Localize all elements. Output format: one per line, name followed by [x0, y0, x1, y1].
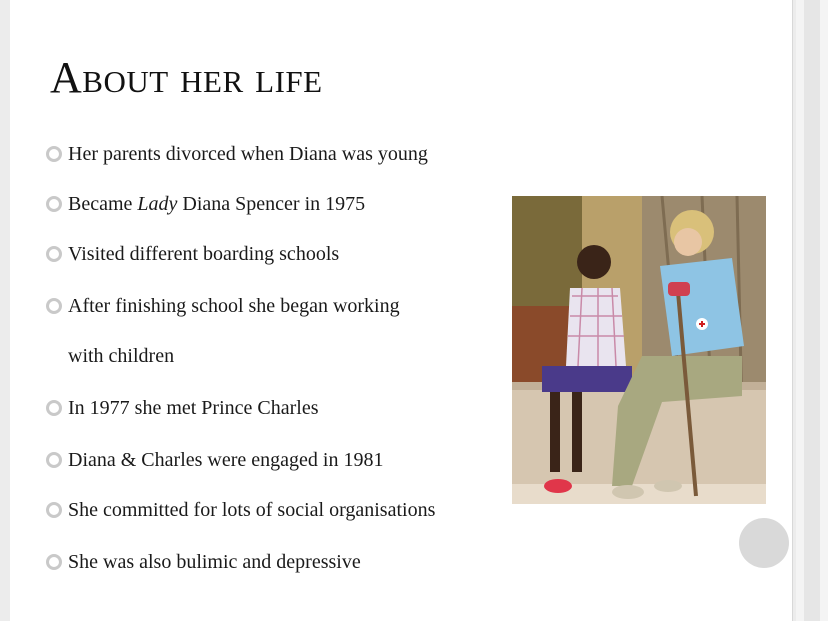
bullet-continuation	[46, 340, 174, 372]
bullet-item	[46, 188, 365, 220]
bullet-emphasis: Lady	[137, 192, 178, 215]
bullet-text: After finishing school she began working	[68, 294, 400, 317]
bullet-text: Diana & Charles were engaged in 1981	[68, 448, 384, 471]
photo-illustration	[512, 196, 766, 504]
slide-photo	[512, 196, 766, 504]
slide	[10, 0, 793, 621]
nav-circle-icon[interactable]	[739, 518, 789, 568]
bullet-text: with children	[68, 344, 175, 367]
bullet-text: Became Lady Diana Spencer in 1975	[68, 192, 366, 215]
bullet-item	[46, 290, 400, 322]
bullet-item	[46, 138, 428, 170]
bullet-item	[46, 444, 383, 476]
bullet-text: She was also bulimic and depressive	[68, 550, 361, 573]
bullet-text: Her parents divorced when Diana was young	[68, 142, 428, 165]
slide-title: About her life	[50, 53, 323, 102]
bullet-ring-icon	[46, 452, 62, 468]
bullet-text: In 1977 she met Prince Charles	[68, 396, 319, 419]
bullet-item	[46, 238, 339, 270]
bullet-ring-icon	[46, 554, 62, 570]
bullet-item	[46, 392, 319, 424]
bullet-ring-icon	[46, 400, 62, 416]
scrollbar-track[interactable]	[796, 0, 828, 621]
bullet-ring-icon	[46, 146, 62, 162]
bullet-item	[46, 494, 435, 526]
bullet-ring-icon	[46, 502, 62, 518]
bullet-text: Visited different boarding schools	[68, 242, 340, 265]
scrollbar-thumb[interactable]	[804, 0, 820, 621]
bullet-ring-icon	[46, 298, 62, 314]
bullet-text: She committed for lots of social organisations	[68, 498, 436, 521]
bullet-ring-icon	[46, 196, 62, 212]
bullet-item	[46, 546, 361, 578]
bullet-ring-icon	[46, 246, 62, 262]
